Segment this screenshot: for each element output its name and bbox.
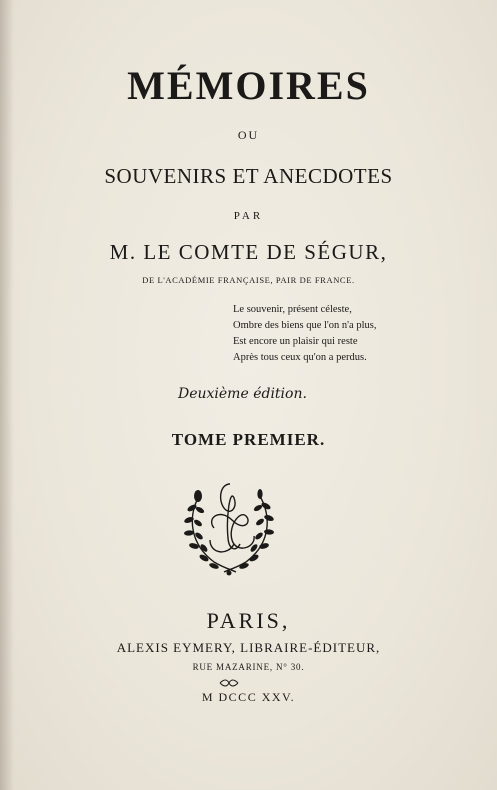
small-fleuron-icon bbox=[219, 678, 239, 688]
publication-city: PARIS, bbox=[206, 608, 291, 633]
volume-label: TOME PREMIER. bbox=[171, 430, 326, 449]
author-titles: DE L'ACADÉMIE FRANÇAISE, PAIR DE FRANCE. bbox=[142, 275, 355, 285]
edition-note: Deuxième édition. bbox=[178, 386, 307, 402]
epigraph-line: Après tous ceux qu'on a perdus. bbox=[233, 352, 367, 363]
title-connector: OU bbox=[237, 128, 260, 142]
publisher-name: ALEXIS EYMERY, LIBRAIRE-ÉDITEUR, bbox=[116, 640, 381, 655]
epigraph-line: Le souvenir, présent céleste, bbox=[233, 304, 352, 315]
by-label: PAR bbox=[233, 210, 264, 222]
epigraph bbox=[233, 302, 433, 366]
author-name: M. LE COMTE DE SÉGUR, bbox=[109, 240, 388, 264]
publisher-address: RUE MAZARINE, N° 30. bbox=[192, 662, 305, 672]
epigraph-line: Ombre des biens que l'on n'a plus, bbox=[233, 320, 377, 331]
epigraph-line: Est encore un plaisir qui reste bbox=[233, 336, 358, 347]
book-subtitle: SOUVENIRS ET ANECDOTES bbox=[104, 164, 393, 188]
publication-date: M DCCC XXV. bbox=[201, 690, 296, 704]
laurel-wreath-monogram-icon bbox=[180, 478, 278, 580]
book-title: MÉMOIRES bbox=[127, 63, 370, 108]
